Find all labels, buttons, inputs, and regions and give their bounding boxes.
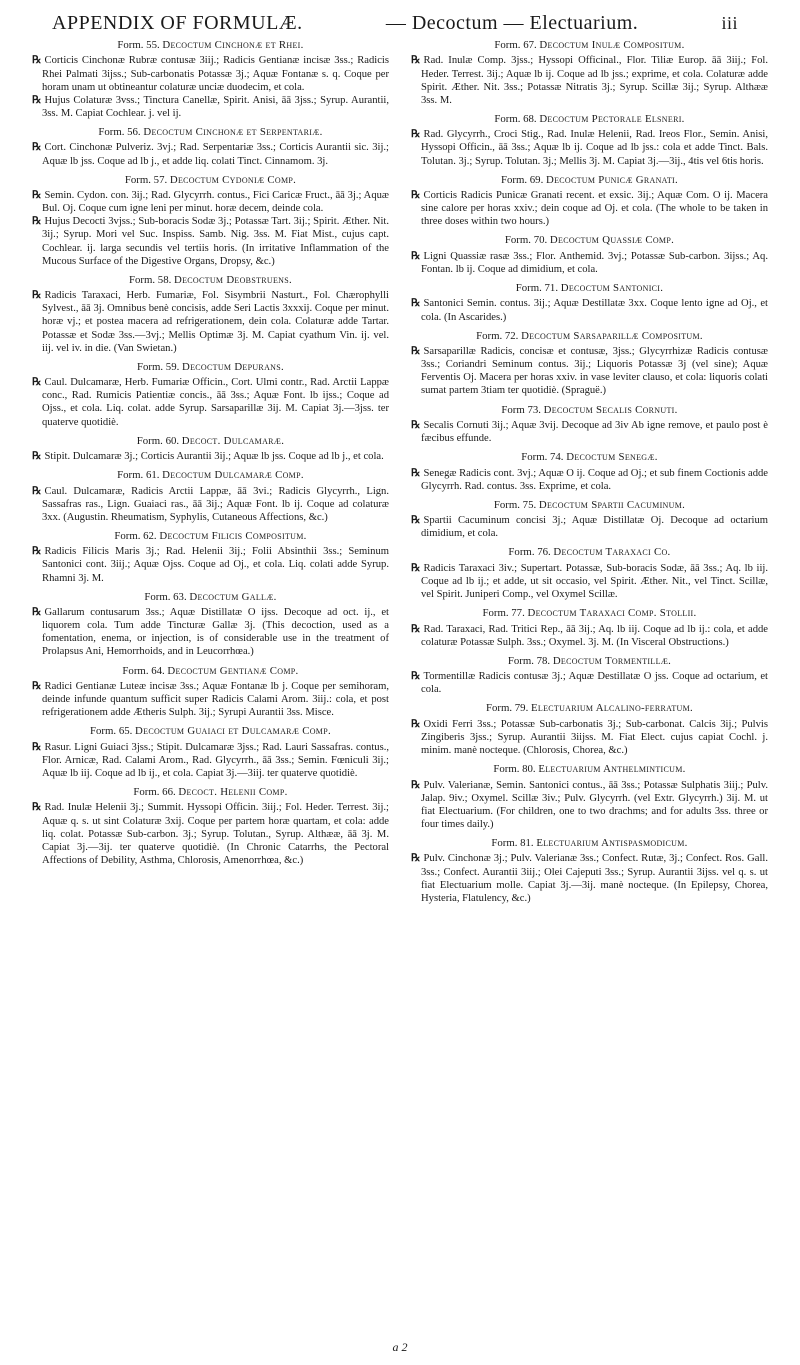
recipe-symbol: ℞	[32, 190, 42, 201]
formula-text	[411, 250, 768, 276]
page-number: iii	[721, 13, 738, 33]
formula-name: Decoctum Taraxaci Co.	[553, 546, 671, 559]
formula-title	[411, 39, 768, 52]
recipe-symbol: ℞	[32, 451, 42, 462]
formula-name: Decoctum Pectorale Elsneri.	[539, 112, 685, 125]
formula-name: Decoctum Cinchonæ et Serpentariæ.	[143, 126, 323, 138]
formula-text	[411, 670, 768, 696]
recipe-symbol: ℞	[411, 779, 421, 791]
formula-title	[32, 174, 389, 187]
formula-entry	[32, 274, 389, 355]
formula-text	[411, 779, 768, 832]
formula-text	[32, 141, 389, 167]
formula-body: Secalis Cornuti 3ij.; Aquæ 3vij. Decoque ad 3iv Ab igne remove, et paulo post è fæcibus effunde.	[421, 419, 768, 444]
formula-number: Form. 70.	[504, 234, 550, 247]
formula-name: Decoctum Cydoniæ Comp.	[169, 173, 297, 186]
recipe-symbol: ℞	[32, 290, 42, 302]
formula-name: Decoctum Senegæ.	[566, 451, 658, 464]
formula-name: Decoctum Depurans.	[182, 360, 284, 373]
recipe-symbol: ℞	[32, 802, 42, 814]
formula-text	[411, 562, 768, 601]
formula-text	[411, 467, 768, 493]
formula-text	[411, 345, 768, 398]
formula-body: Rad. Inulæ Comp. 3jss.; Hyssopi Officinal., Flor. Tiliæ Europ. āā 3iij.; Fol. Heder. Terrest. 3ij.; Aquæ lb ij. Coque ad lb jss.; exprime, et cola. Colaturæ adde Spirit. Æther. Nit. 3ss.; Potassæ Nitratis 3j.; Syrup. Scillæ 3ij.; Syrup. Althææ 3ss. M.	[421, 55, 768, 106]
recipe-symbol: ℞	[32, 607, 42, 618]
formula-entry	[32, 361, 389, 429]
recipe-symbol: ℞	[411, 515, 421, 527]
formula-title	[32, 591, 389, 604]
formula-entry	[411, 330, 768, 398]
formula-title	[411, 763, 768, 776]
formula-body: Radici Gentianæ Luteæ incisæ 3ss.; Aquæ Fontanæ lb j. Coque per semihoram, deinde infunde quantum sufficit super Radicis Calami Arom. 3iij.: cola, et post refrigerationem adde Ætheris Sulph. 3ij.; Syrupi Aurantii 3ss. Misce.	[42, 680, 389, 719]
formula-text	[32, 54, 389, 93]
recipe-symbol: ℞	[411, 298, 421, 310]
formula-title	[32, 725, 389, 738]
formula-text	[32, 376, 389, 429]
recipe-symbol: ℞	[411, 346, 421, 357]
recipe-symbol: ℞	[32, 485, 42, 497]
formula-body: Caul. Dulcamaræ, Herb. Fumariæ Officin., Cort. Ulmi contr., Rad. Arctii Lappæ conc., Rad. Rumicis Patientiæ concis., āā 3ss.; Aquæ Font. lb ijss.; Coque ad Ojss., et cola. Liq. colat. adde Syrup. Sarsaparillæ 3ij. M. Capiat 3j.—3jss. ter quaterve quotidiè.	[42, 377, 389, 428]
formula-number: Form. 77.	[482, 607, 528, 620]
formula-text	[32, 189, 389, 215]
recipe-symbol: ℞	[411, 129, 421, 141]
formula-name: Decoctum Sarsaparillæ Compositum.	[521, 329, 703, 342]
formula-body: Ligni Quassiæ rasæ 3ss.; Flor. Anthemid. 3vj.; Potassæ Sub-carbon. 3ijss.; Aq. Fontan. lb ij. Coque ad dimidium, et cola.	[421, 250, 768, 275]
formula-title	[411, 451, 768, 464]
formula-number: Form. 62.	[114, 529, 160, 542]
recipe-symbol: ℞	[32, 94, 42, 106]
formula-name: Decoctum Cinchonæ et Rhei.	[162, 39, 304, 51]
formula-name: Decoctum Inulæ Compositum.	[539, 39, 685, 51]
signature-mark: a 2	[392, 1340, 408, 1354]
formula-title	[32, 530, 389, 543]
formula-number: Form. 58.	[129, 273, 175, 286]
formula-body: Radicis Taraxaci, Herb. Fumariæ, Fol. Sisymbrii Nasturt., Fol. Chærophylli Sylvest., āā 3j. Omnibus benè concisis, adde Seri Lactis 3xxxij. Coque per minut. horæ vj.; et postea macera ad refrigerationem, dein cola. Colaturæ adde Tartar. Potassæ et Sodæ 3ss.—3vj.; Mellis Optimæ 3j. M. Capiat cyathum Vin. ij. vel. iij. vel iv. in die. (Van Swietan.)	[42, 290, 389, 354]
formula-text	[32, 545, 389, 584]
formula-number: Form. 79.	[485, 702, 531, 715]
formula-number: Form 73.	[501, 403, 544, 416]
formula-body: Pulv. Cinchonæ 3j.; Pulv. Valerianæ 3ss.; Confect. Rutæ, 3j.; Confect. Ros. Gall. 3ss.; Confect. Aurantii 3iij.; Olei Cajeputi 3ss.; Syrup. Aurantii 3ijss. vel q. s. ut fiat Electuarium molle. Capiat 3j.—3ij. manè nocteque. (In Epilepsy, Chorea, Hysteria, Flatulency, &c.)	[421, 853, 768, 904]
formula-title	[32, 126, 389, 139]
formula-number: Form. 63.	[144, 590, 190, 603]
formula-title	[411, 702, 768, 715]
formula-text	[411, 514, 768, 540]
formula-text	[32, 801, 389, 867]
formula-text	[32, 741, 389, 780]
right-column	[411, 39, 768, 911]
recipe-symbol: ℞	[411, 671, 421, 683]
formula-body: Senegæ Radicis cont. 3vj.; Aquæ O ij. Coque ad Oj.; et sub finem Coctionis adde Glycyrrh. Rad. contus. 3ss. Exprime, et cola.	[421, 467, 768, 492]
formula-body: Gallarum contusarum 3ss.; Aquæ Distillatæ O ijss. Decoque ad oct. ij., et liquorem cola. Tum adde Tincturæ Gallæ 3j. (This decoction, used as a fomentation, enema, or injection, is of considerable use in the treatment of Prolapsus Ani, Hemorrhoids, and in Leucorrhœa.)	[42, 607, 389, 658]
formula-name: Electuarium Alcalino-ferratum.	[530, 702, 693, 715]
formula-number: Form. 67.	[494, 39, 540, 51]
formula-title	[32, 361, 389, 374]
formula-name: Decoctum Punicæ Granati.	[545, 173, 678, 186]
formula-name: Decoctum Tormentillæ.	[552, 654, 672, 667]
formula-text	[411, 128, 768, 167]
formula-title	[411, 113, 768, 126]
recipe-symbol: ℞	[32, 741, 42, 753]
formula-title	[32, 665, 389, 678]
formula-entry	[411, 837, 768, 905]
two-column-body	[32, 39, 768, 911]
formula-entry	[411, 451, 768, 493]
formula-text	[411, 54, 768, 107]
formula-number: Form. 56.	[98, 126, 144, 138]
formula-entry	[411, 607, 768, 649]
formula-number: Form. 55.	[117, 39, 163, 51]
formula-entry	[32, 665, 389, 720]
formula-title	[411, 404, 768, 417]
recipe-symbol: ℞	[411, 853, 421, 865]
recipe-symbol: ℞	[32, 377, 42, 389]
formula-body: Spartii Cacuminum concisi 3j.; Aquæ Distillatæ Oj. Decoque ad octarium dimidium, et cola.	[421, 515, 768, 540]
formula-entry	[32, 725, 389, 780]
formula-text	[32, 94, 389, 120]
formula-text	[411, 718, 768, 757]
formula-number: Form. 66.	[133, 786, 179, 798]
formula-title	[411, 837, 768, 850]
recipe-symbol: ℞	[411, 562, 421, 574]
formula-text	[32, 289, 389, 355]
formula-number: Form. 61.	[117, 469, 163, 482]
formula-number: Form. 78.	[507, 654, 553, 667]
formula-name: Decoctum Deobstruens.	[174, 273, 292, 286]
formula-entry	[411, 763, 768, 831]
formula-name: Decoctum Gentianæ Comp.	[167, 664, 299, 677]
formula-number: Form. 71.	[515, 282, 561, 294]
formula-body: Hujus Decocti 3vjss.; Sub-boracis Sodæ 3j.; Potassæ Tart. 3ij.; Spirit. Æther. Nit. 3ij.; Syrup. Mori vel Suc. Inspiss. Samb. Nig. 3ss. M. Fiat Mist., cujus capt. Cochlear. ij. larga secundis vel tertiis horis. (In irritative Inflammation of the Mucous Surface of the Digestive Organs, Dropsy, &c.)	[42, 216, 389, 267]
formula-text	[411, 189, 768, 228]
formula-name: Decoctum Spartii Cacuminum.	[538, 498, 686, 511]
formula-body: Pulv. Valerianæ, Semin. Santonici contus., āā 3ss.; Potassæ Sulphatis 3iij.; Pulv. Jalap. 9iv.; Oxymel. Scillæ 3iv.; Pulv. Glycyrrh. (vel Extr. Glycyrrh.) 3ij. M. ut fiat Electuarium. (For children, one to two drachms; and for adults 3ss. three or four times daily.)	[421, 779, 768, 830]
formula-title	[411, 499, 768, 512]
formula-number: Form. 75.	[493, 498, 539, 511]
formula-entry	[32, 39, 389, 120]
formula-title	[32, 786, 389, 799]
left-column	[32, 39, 389, 911]
recipe-symbol: ℞	[411, 718, 421, 730]
formula-entry	[32, 469, 389, 524]
recipe-symbol: ℞	[411, 623, 421, 635]
recipe-symbol: ℞	[32, 216, 42, 228]
recipe-symbol: ℞	[411, 55, 421, 67]
formula-name: Decoctum Secalis Cornuti.	[543, 403, 678, 416]
formula-body: Cort. Cinchonæ Pulveriz. 3vj.; Rad. Serpentariæ 3ss.; Corticis Aurantii sic. 3ij.; Aquæ lb jss. Coque ad lb j., et adde liq. colati Tinct. Cinnamom. 3j.	[42, 142, 389, 167]
formula-entry	[411, 546, 768, 601]
formula-body: Corticis Cinchonæ Rubræ contusæ 3iij.; Radicis Gentianæ incisæ 3ss.; Radicis Rhei Palmati 3ijss.; Sub-carbonatis Potassæ 3j.; Aquæ Fontanæ s. q. Coque per horam unam ut obtineantur colaturæ unciæ duodecim, et cola.	[42, 55, 389, 93]
formula-number: Form. 76.	[508, 546, 554, 559]
formula-number: Form. 81.	[491, 837, 537, 849]
formula-name: Decoctum Filicis Compositum.	[159, 529, 307, 542]
formula-title	[411, 174, 768, 187]
formula-entry	[411, 234, 768, 276]
formula-number: Form. 80.	[493, 763, 539, 776]
formula-name: Decoctum Gallæ.	[189, 590, 277, 603]
formula-body: Caul. Dulcamaræ, Radicis Arctii Lappæ, āā 3vi.; Radicis Glycyrrh., Lign. Sassafras ras., Lign. Guaiaci ras., āā 3ij.; Aquæ Font. lb ij. Coque ad colaturæ 3xx. (Augustin. Rheumatism, Syphylis, Cutaneous Affections, &c.)	[42, 485, 389, 523]
formula-name: Decoct. Helenii Comp.	[178, 786, 288, 798]
formula-title	[32, 435, 389, 448]
formula-number: Form. 57.	[124, 173, 170, 186]
recipe-symbol: ℞	[411, 250, 421, 262]
formula-body: Tormentillæ Radicis contusæ 3j.; Aquæ Destillatæ O jss. Coque ad octarium, et cola.	[421, 671, 768, 696]
formula-entry	[411, 655, 768, 697]
formula-name: Decoctum Dulcamaræ Comp.	[162, 469, 304, 482]
formula-number: Form. 69.	[500, 173, 546, 186]
running-header	[32, 12, 768, 35]
formula-number: Form. 68.	[494, 112, 540, 125]
formula-number: Form. 60.	[136, 434, 182, 447]
recipe-symbol: ℞	[32, 142, 42, 154]
formula-number: Form. 59.	[137, 360, 183, 373]
formula-body: Semin. Cydon. con. 3ij.; Rad. Glycyrrh. contus., Fici Caricæ Fruct., āā 3j.; Aquæ Bul. Oj. Coque cum igne leni per minut. horæ decem, deinde cola.	[42, 190, 389, 215]
formula-body: Santonici Semin. contus. 3ij.; Aquæ Destillatæ 3xx. Coque lento igne ad Oj., et cola. (In Ascarides.)	[421, 298, 768, 323]
formula-body: Rad. Taraxaci, Rad. Tritici Rep., āā 3ij.; Aq. lb iij. Coque ad lb ij.: cola, et adde colaturæ Potassæ Sulph. 3ss.; Oxymel. 3j. M. (In Visceral Obstructions.)	[421, 623, 768, 648]
formula-body: Oxidi Ferri 3ss.; Potassæ Sub-carbonatis 3j.; Sub-carbonat. Calcis 3ij.; Pulvis Zingiberis 3jss.; Syrup. Aurantii 3iijss. M. Fiat Elect. cujus capiat Cochl. j. minim. manè nocteque. (Chlorosis, Chorea, &c.)	[421, 718, 768, 756]
formula-text	[411, 623, 768, 649]
formula-entry	[411, 113, 768, 168]
formula-number: Form. 65.	[90, 725, 136, 738]
formula-body: Stipit. Dulcamaræ 3j.; Corticis Aurantii 3ij.; Aquæ lb jss. Coque ad lb j., et cola.	[44, 451, 384, 462]
formula-entry	[32, 126, 389, 168]
formula-entry	[32, 591, 389, 659]
formula-body: Radicis Filicis Maris 3j.; Rad. Helenii 3ij.; Folii Absinthii 3ss.; Seminum Santonici cont. 3iij.; Aquæ Ojss. Coque ad Oj., et cola. Liq. colati adde Syrup. Rhamni 3j. M.	[42, 546, 389, 584]
formula-name: Electuarium Anthelminticum.	[538, 763, 686, 776]
formula-text	[32, 485, 389, 524]
formula-title	[32, 274, 389, 287]
formula-name: Decoctum Quassiæ Comp.	[549, 234, 675, 247]
formula-entry	[411, 404, 768, 446]
formula-body: Rasur. Ligni Guiaci 3jss.; Stipit. Dulcamaræ 3jss.; Rad. Lauri Sassafras. contus., Flor. Arnicæ, Rad. Calami Arom., Rad. Glycyrrh., āā 3ss.; Semin. Fœniculi 3ij.; Aquæ lb iij. Coque ad lb ij., et cola. Capiat 3j.—3iij. ter quaterve quotidiè.	[42, 741, 389, 779]
formula-name: Electuarium Antispasmodicum.	[536, 837, 688, 849]
formula-body: Radicis Taraxaci 3iv.; Supertart. Potassæ, Sub-boracis Sodæ, āā 3ss.; Aq. lb iij. Coque ad lb ij.; et adde, ut sit occasio, vel Spirit. Æther. Nit., vel Tinct. Scillæ, vel Spirit. Juniperi Comp., vel Oxymel Scillæ.	[421, 562, 768, 600]
formula-number: Form. 74.	[521, 451, 567, 464]
formula-entry	[411, 39, 768, 107]
formula-body: Corticis Radicis Punicæ Granati recent. et exsic. 3ij.; Aquæ Com. O ij. Macera sine calore per horas xxiv.; dein coque ad Oj. et cola. (The whole to be taken in three doses within two hours.)	[421, 190, 768, 228]
formula-entry	[32, 174, 389, 268]
formula-text	[32, 680, 389, 719]
formula-title	[411, 655, 768, 668]
header-title: APPENDIX OF FORMULÆ.	[52, 12, 303, 34]
formula-body: Hujus Colaturæ 3vss.; Tinctura Canellæ, Spirit. Anisi, āā 3jss.; Syrup. Aurantii, 3ss. M. Capiat Cochlear. j. vel ij.	[42, 94, 389, 119]
formula-entry	[411, 702, 768, 757]
recipe-symbol: ℞	[32, 546, 42, 558]
formula-text	[411, 852, 768, 905]
formula-entry	[32, 786, 389, 867]
recipe-symbol: ℞	[411, 190, 421, 201]
formula-name: Decoctum Guaiaci et Dulcamaræ Comp.	[135, 725, 331, 738]
formula-name: Decoctum Taraxaci Comp. Stollii.	[527, 607, 697, 620]
formula-title	[411, 546, 768, 559]
formula-entry	[411, 282, 768, 324]
formula-number: Form. 64.	[122, 664, 168, 677]
formula-entry	[411, 499, 768, 541]
formula-title	[411, 234, 768, 247]
formula-text	[411, 419, 768, 445]
formula-name: Decoctum Santonici.	[560, 282, 664, 294]
formula-title	[32, 39, 389, 52]
formula-number: Form. 72.	[476, 329, 522, 342]
recipe-symbol: ℞	[411, 419, 421, 431]
recipe-symbol: ℞	[32, 680, 42, 692]
formula-text	[32, 215, 389, 268]
formula-entry	[411, 174, 768, 229]
formula-name: Decoct. Dulcamaræ.	[181, 434, 285, 447]
formula-title	[32, 469, 389, 482]
recipe-symbol: ℞	[32, 55, 42, 67]
formula-title	[411, 282, 768, 295]
formula-entry	[32, 435, 389, 464]
formula-title	[411, 607, 768, 620]
formula-text	[32, 450, 389, 463]
formula-text	[32, 606, 389, 659]
header-subtitle: — Decoctum — Electuarium.	[385, 12, 639, 34]
formula-body: Rad. Glycyrrh., Croci Stig., Rad. Inulæ Helenii, Rad. Ireos Flor., Semin. Anisi, Hyssopi Officin., āā 3ss.; Aquæ lb ij. Coque ad lb jss.: cola et adde Tinct. Bals. Tolutan. 3j.; Syrup. Tolutan. 3j.; Mellis 3j. M. Capiat 3j.—3ij., 4tis vel 6tis horis.	[421, 129, 768, 167]
formula-body: Rad. Inulæ Helenii 3j.; Summit. Hyssopi Officin. 3iij.; Fol. Heder. Terrest. 3ij.; Aquæ q. s. ut sint Colaturæ 3xij. Coque per partem horæ quartam, et cola: adde liq. colat. Potassæ Sub-carbon. 3j.; Syrup. Tolutan., Syrup. Althææ, āā 3j. M. Capiat 3j.—3ij. ter quaterve quotidiè. (In Chronic Catarrhs, the Pectoral Affections of Debility, Asthma, Chlorosis, Amenorrhœa, &c.)	[42, 802, 389, 866]
formula-entry	[32, 530, 389, 585]
recipe-symbol: ℞	[411, 467, 421, 479]
formula-text	[411, 297, 768, 323]
formula-title	[411, 330, 768, 343]
formula-body: Sarsaparillæ Radicis, concisæ et contusæ, 3jss.; Glycyrrhizæ Radicis contusæ 3ss.; Coriandri Seminum contus. 3ij.; Liquoris Potassæ 3j (vel sine); Aquæ Ferventis Oj. Macera per horas xxiv. in vase leviter clauso, et cola: liquoris colati sumat partem 3tiam ter quotidiè. (Spraguë.)	[421, 346, 768, 397]
